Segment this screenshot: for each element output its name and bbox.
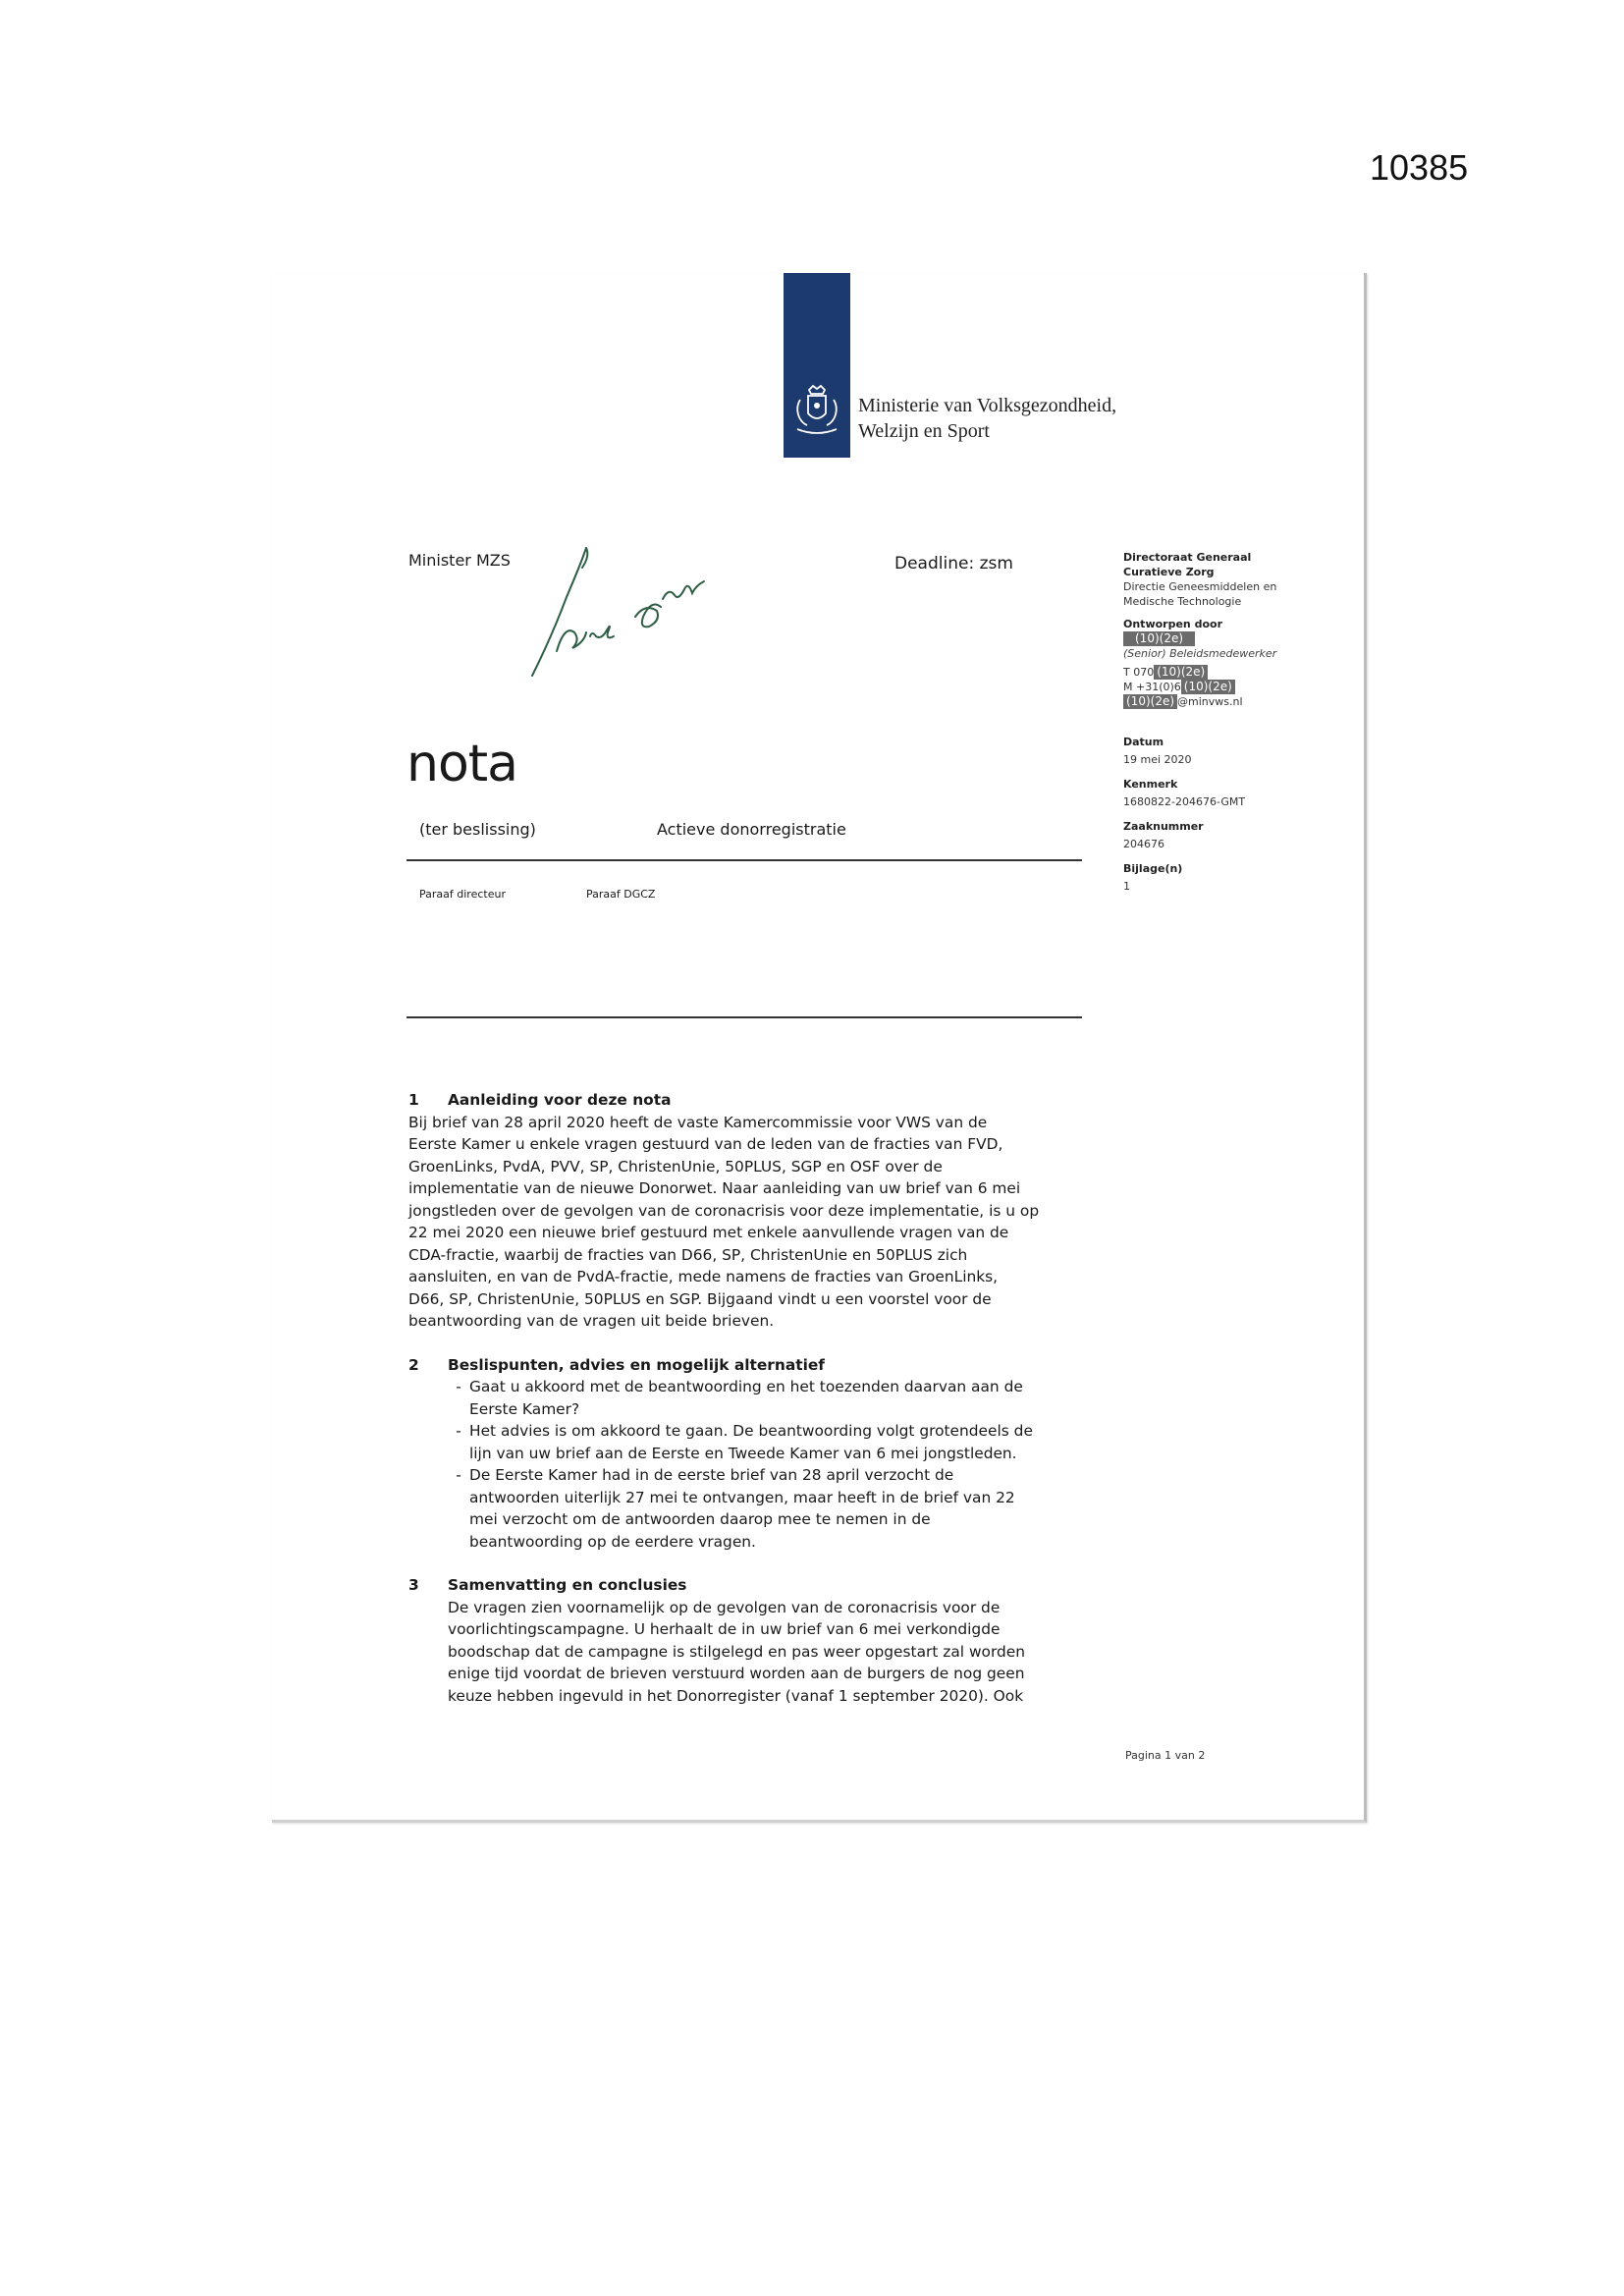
- page-footer: Pagina 1 van 2: [1125, 1749, 1206, 1762]
- bullet-text: antwoorden uiterlijk 27 mei te ontvangen, maar heeft in de brief van 22: [469, 1488, 1015, 1506]
- coat-of-arms-icon: [791, 384, 842, 439]
- section-1-line: aansluiten, en van de PvdA-fractie, mede namens de fracties van GroenLinks,: [408, 1268, 999, 1285]
- bullet-dash: [448, 1487, 469, 1509]
- section-2-title: Beslispunten, advies en mogelijk alternatief: [448, 1355, 825, 1374]
- dg-line2: Curatieve Zorg: [1123, 566, 1215, 578]
- section-2-bullet-line: [408, 1443, 1115, 1465]
- section-3-line: De vragen zien voornamelijk op de gevolgen van de coronacrisis voor de: [448, 1598, 1001, 1616]
- ministry-logo-bar: [784, 273, 850, 458]
- redaction-mobile: (10)(2e): [1181, 680, 1235, 694]
- section-3-line: boodschap dat de campagne is stilgelegd en pas weer opgestart zal worden: [448, 1642, 1026, 1661]
- bijlage-value: 1: [1123, 880, 1130, 893]
- section-2-bullet-line: [408, 1420, 1115, 1443]
- bullet-dash: [448, 1398, 469, 1421]
- page-number: 10385: [1370, 147, 1469, 188]
- scanned-document: [272, 273, 1367, 1823]
- bullet-dash: [448, 1508, 469, 1531]
- paraaf-dgcz: Paraaf DGCZ: [586, 888, 656, 901]
- datum-label: Datum: [1123, 736, 1164, 748]
- section-1-text: [408, 1112, 1115, 1333]
- addressee: Minister MZS: [408, 551, 511, 570]
- bullet-dash: -: [456, 1378, 461, 1395]
- ministry-line1: Ministerie van Volksgezondheid,: [858, 395, 1117, 416]
- bullet-dash: [448, 1531, 469, 1554]
- section-1-line: jongstleden over de gevolgen van de coronacrisis voor deze implementatie, is u op: [408, 1201, 1040, 1220]
- handwritten-signature: [488, 538, 714, 685]
- section-2-bullets: [408, 1376, 1115, 1553]
- nota-body: [408, 1089, 1115, 1707]
- redaction-email: (10)(2e): [1123, 694, 1177, 709]
- deadline: Deadline: zsm: [894, 554, 1013, 574]
- section-2-bullet-line: [408, 1531, 1115, 1554]
- section-3-line: voorlichtingscampagne. U herhaalt de in uw brief van 6 mei verkondigde: [448, 1620, 1001, 1638]
- ministry-line2: Welzijn en Sport: [858, 420, 990, 442]
- section-2-bullet-line: [408, 1508, 1115, 1531]
- bullet-dash: -: [456, 1466, 461, 1484]
- redaction-phone: (10)(2e): [1154, 665, 1208, 680]
- ontworpen-label: Ontworpen door: [1123, 618, 1222, 630]
- kenmerk-value: 1680822-204676-GMT: [1123, 795, 1246, 808]
- section-1-title: Aanleiding voor deze nota: [448, 1091, 672, 1109]
- section-1-line: implementatie van de nieuwe Donorwet. Naar aanleiding van uw brief van 6 mei: [408, 1179, 1021, 1197]
- mobile-prefix: M +31(0)6: [1123, 681, 1181, 693]
- section-1-line: 22 mei 2020 een nieuwe brief gestuurd met enkele aanvullende vragen van de: [408, 1224, 1009, 1241]
- section-3-number: 3: [408, 1576, 419, 1594]
- email-suffix: @minvws.nl: [1177, 695, 1243, 708]
- section-3-text: [408, 1597, 1115, 1708]
- section-1-number: 1: [408, 1091, 419, 1109]
- section-2-heading: [408, 1354, 1115, 1377]
- section-1-heading: [408, 1089, 1115, 1112]
- phone-prefix: T 070: [1123, 666, 1155, 679]
- metadata-sidebar: [1123, 550, 1320, 894]
- divider-bottom: [406, 1016, 1082, 1018]
- bullet-dash: [448, 1443, 469, 1465]
- bullet-text: lijn van uw brief aan de Eerste en Tweede Kamer van 6 mei jongstleden.: [469, 1444, 1017, 1462]
- bijlage-label: Bijlage(n): [1123, 862, 1183, 875]
- paraaf-directeur: Paraaf directeur: [419, 888, 506, 901]
- section-1-line: Eerste Kamer u enkele vragen gestuurd van de leden van de fracties van FVD,: [408, 1135, 1003, 1153]
- divider-top: [406, 859, 1082, 861]
- section-3-line: enige tijd voordat de brieven verstuurd worden aan de burgers de nog geen: [448, 1665, 1025, 1682]
- section-1-line: Bij brief van 28 april 2020 heeft de vaste Kamercommissie voor VWS van de: [408, 1113, 988, 1131]
- directie-line1: Directie Geneesmiddelen en: [1123, 580, 1277, 593]
- bullet-text: mei verzocht om de antwoorden daarop mee te nemen in de: [469, 1510, 931, 1528]
- zaaknummer-value: 204676: [1123, 838, 1164, 850]
- directie-line2: Medische Technologie: [1123, 595, 1242, 608]
- bullet-text: Gaat u akkoord met de beantwoording en het toezenden daarvan aan de: [469, 1378, 1023, 1395]
- bullet-dash: -: [456, 1422, 461, 1440]
- document-subject: Actieve donorregistratie: [657, 820, 846, 839]
- dg-line1: Directoraat Generaal: [1123, 551, 1252, 564]
- kenmerk-label: Kenmerk: [1123, 778, 1178, 791]
- section-2-bullet-line: [408, 1464, 1115, 1487]
- section-2-bullet-line: [408, 1398, 1115, 1421]
- section-2-number: 2: [408, 1355, 419, 1374]
- section-1-line: GroenLinks, PvdA, PVV, SP, ChristenUnie, 50PLUS, SGP en OSF over de: [408, 1157, 943, 1175]
- section-3-line: keuze hebben ingevuld in het Donorregister (vanaf 1 september 2020). Ook: [448, 1686, 1024, 1705]
- bullet-text: De Eerste Kamer had in de eerste brief van 28 april verzocht de: [469, 1466, 954, 1484]
- bullet-text: beantwoording op de eerdere vragen.: [469, 1532, 756, 1551]
- document-title: nota: [406, 735, 518, 793]
- section-3-title: Samenvatting en conclusies: [448, 1576, 687, 1594]
- bullet-text: Het advies is om akkoord te gaan. De beantwoording volgt grotendeels de: [469, 1422, 1033, 1440]
- zaaknummer-label: Zaaknummer: [1123, 820, 1204, 833]
- author-role: (Senior) Beleidsmedewerker: [1123, 647, 1277, 660]
- section-2-bullet-line: [408, 1376, 1115, 1398]
- section-1-line: D66, SP, ChristenUnie, 50PLUS en SGP. Bijgaand vindt u een voorstel voor de: [408, 1289, 992, 1308]
- redaction-name: (10)(2e): [1123, 631, 1195, 646]
- section-1-line: CDA-fractie, waarbij de fracties van D66, SP, ChristenUnie en 50PLUS zich: [408, 1245, 968, 1264]
- section-2-bullet-line: [408, 1487, 1115, 1509]
- bullet-text: Eerste Kamer?: [469, 1399, 580, 1418]
- section-1-line: beantwoording van de vragen uit beide brieven.: [408, 1312, 775, 1330]
- document-type: (ter beslissing): [419, 820, 536, 839]
- datum-value: 19 mei 2020: [1123, 753, 1192, 766]
- section-3-heading: [408, 1574, 1115, 1597]
- ministry-name: [858, 393, 1116, 444]
